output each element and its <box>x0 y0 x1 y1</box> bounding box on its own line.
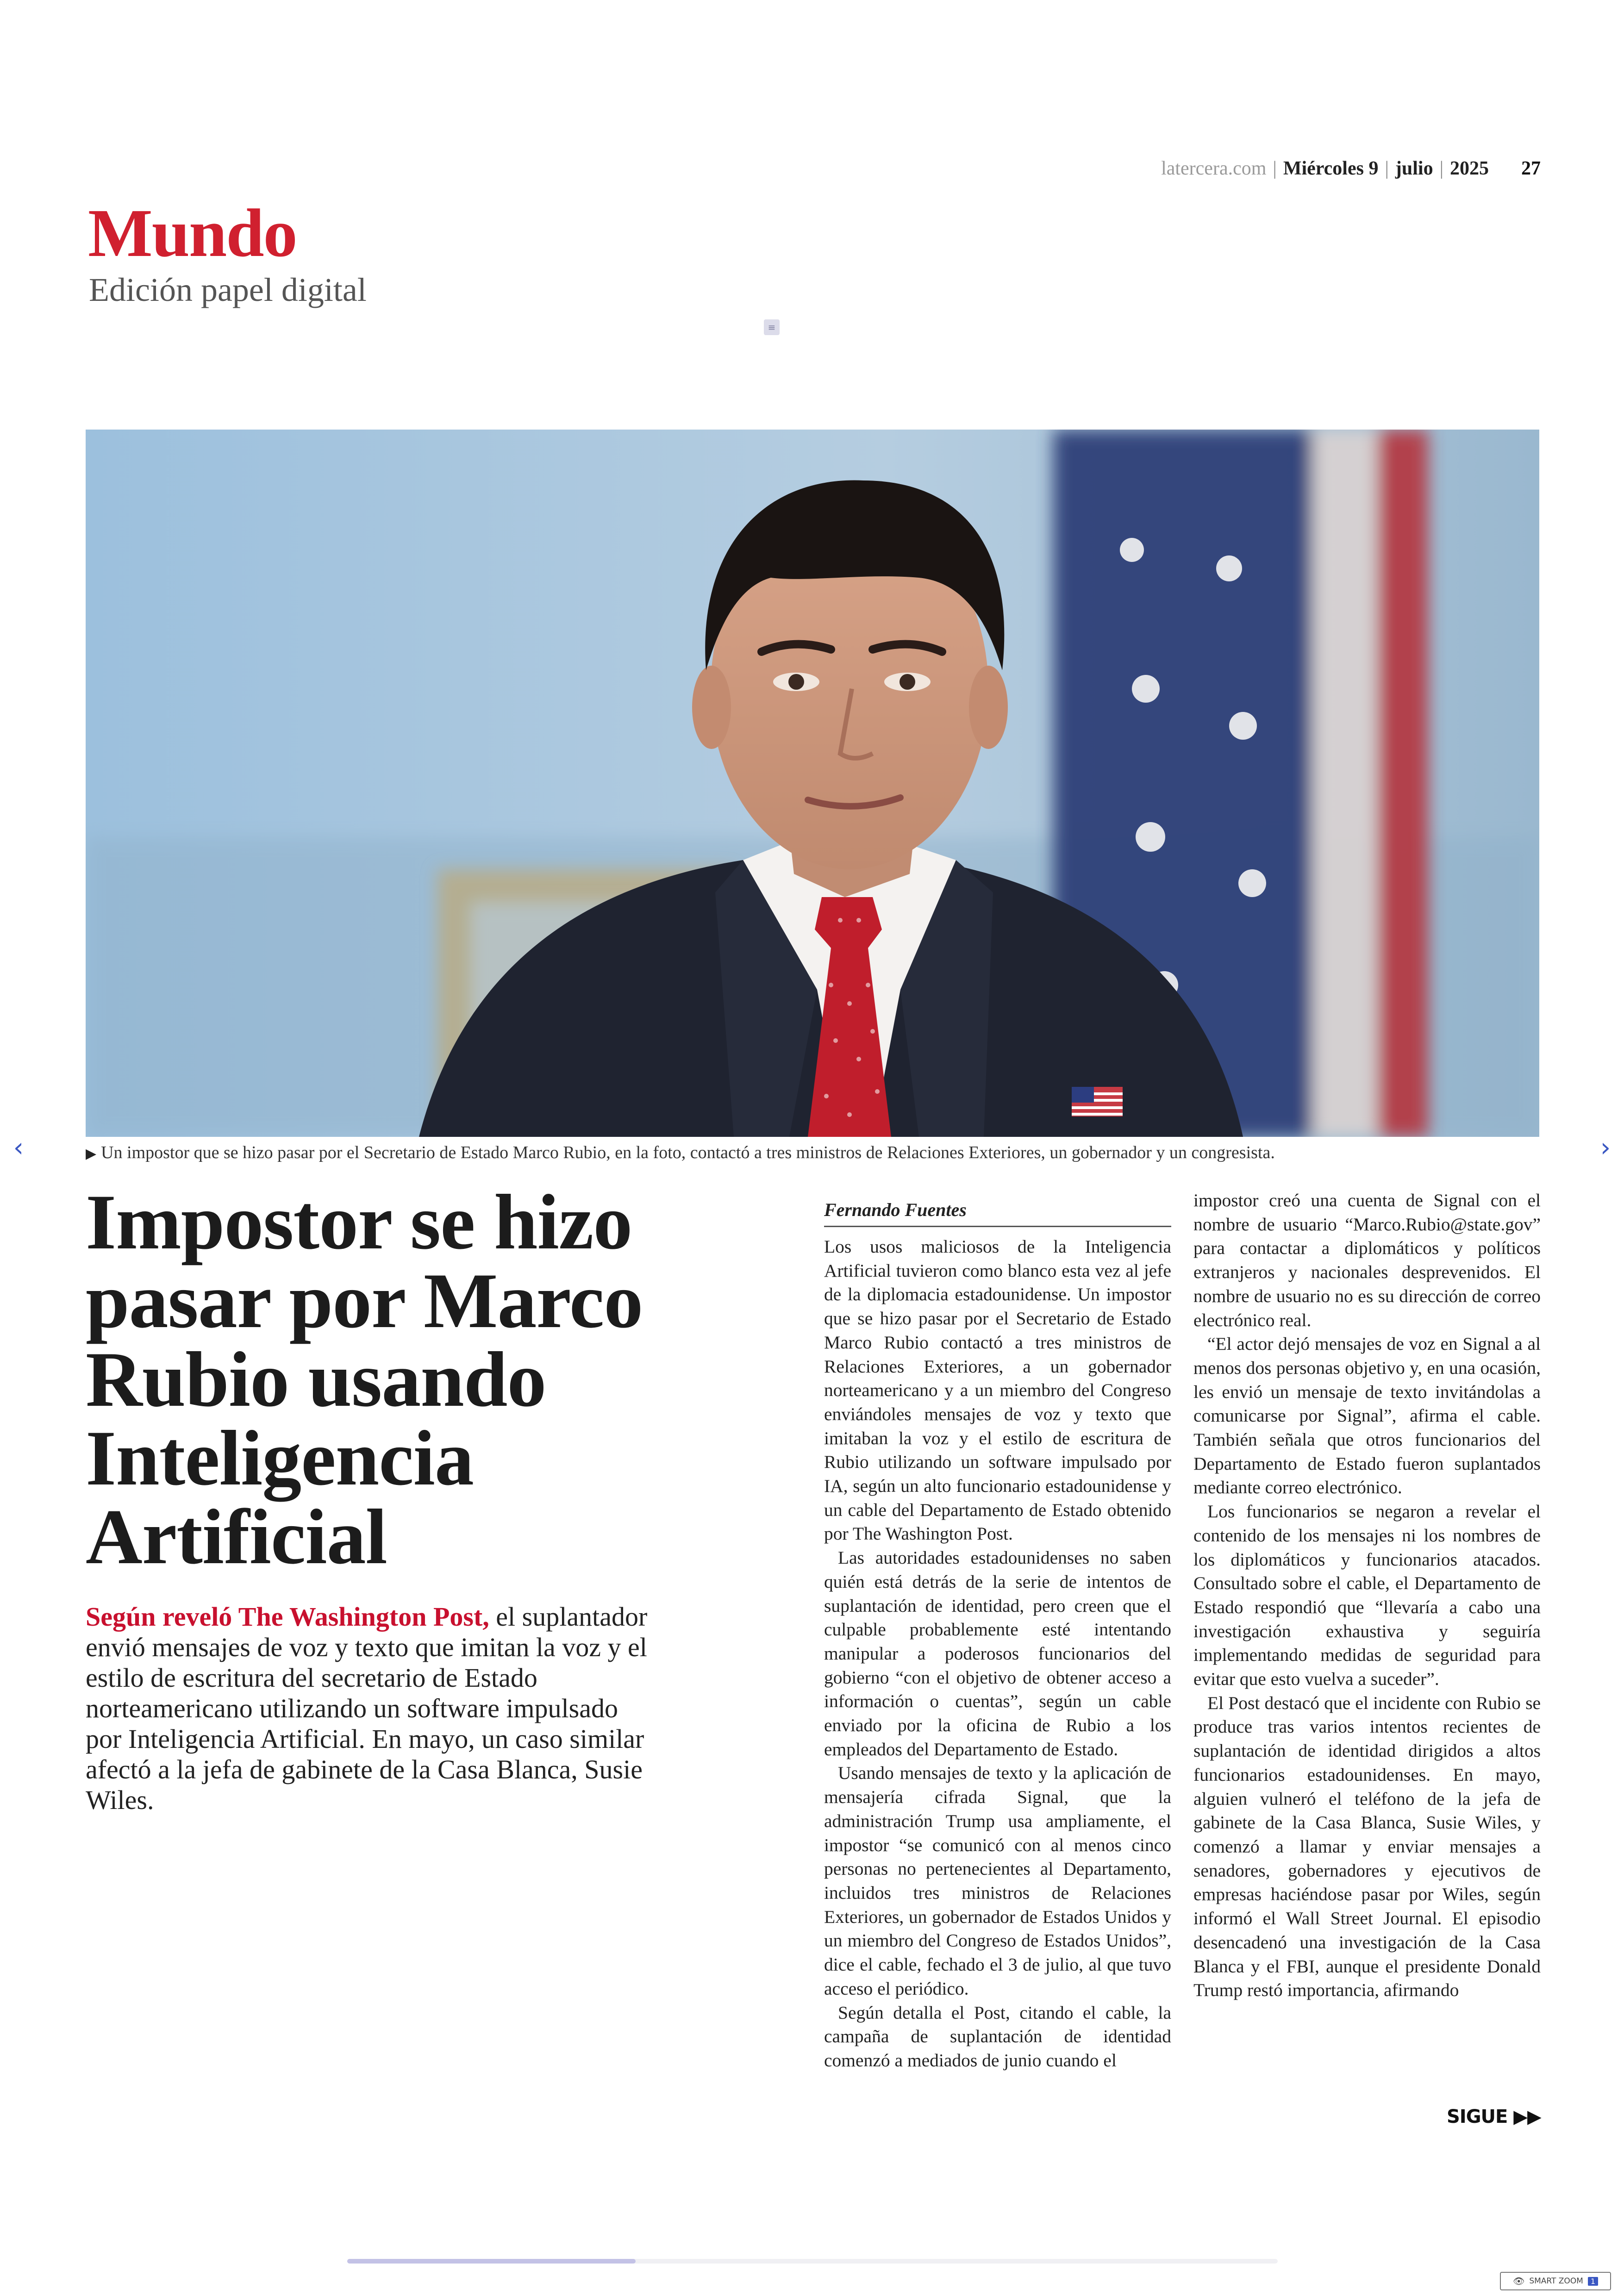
headline-line: Inteligencia <box>86 1415 474 1502</box>
divider: | <box>1273 158 1277 179</box>
article-headline <box>86 1179 725 1580</box>
continue-label: SIGUE ▶▶ <box>1447 2106 1541 2127</box>
smart-zoom-label: SMART ZOOM <box>1529 2276 1583 2286</box>
body-column-2 <box>1193 1189 1541 2002</box>
page-progress-bar[interactable] <box>347 2259 1278 2264</box>
section-subtitle: Edición papel digital <box>89 271 367 308</box>
page-number: 27 <box>1521 158 1541 179</box>
masthead <box>1161 157 1541 180</box>
lede-text: el suplantador envió mensajes de voz y texto que imitan la voz y el estilo de escritura del secretario de Estado norteamericano utilizando un software impulsado por Inteligencia Artificial. En mayo, un caso similar afectó a la jefa de gabinete de la Casa Blanca, Susie Wiles. <box>86 1602 648 1815</box>
headline-line: Artificial <box>86 1493 387 1580</box>
section-title: Mundo <box>88 195 297 271</box>
body-paragraph: El Post destacó que el incidente con Rubio se produce tras varios intentos recientes de suplantación de identidad dirigidos a altos funcionarios estadounidenses. En mayo, alguien vulneró el teléfono de la jefa de gabinete de la Casa Blanca, Susie Wiles, y comenzó a llamar y enviar mensajes a senadores, gobernadores y ejecutivos de empresas haciéndose pasar por Wiles, según informó el Wall Street Journal. El episodio desencadenó una investigación de la Casa Blanca y el FBI, aunque el presidente Donald Trump restó importancia, afirmando <box>1193 1692 1541 2001</box>
article-photo <box>86 430 1539 1137</box>
body-paragraph: impostor creó una cuenta de Signal con el nombre de usuario “Marco.Rubio@state.gov” para contactar a diplomáticos y políticos extranjeros y nacionales desprevenidos. El nombre de usuario no es su dirección de correo electrónico real. <box>1193 1190 1541 1330</box>
caption-arrow-icon: ▶ <box>86 1146 97 1162</box>
divider: | <box>1385 158 1389 179</box>
page-marker-icon[interactable]: ≡ <box>764 319 780 335</box>
chevron-right-icon[interactable]: › <box>1600 1133 1611 1163</box>
page-progress-fill <box>347 2259 636 2264</box>
issue-day: Miércoles 9 <box>1283 158 1379 179</box>
byline: Fernando Fuentes <box>824 1199 1171 1227</box>
body-paragraph: Los usos maliciosos de la Inteligencia Artificial tuvieron como blanco esta vez al jefe de la diplomacia estadounidense. Un impostor que se hizo pasar por el Secretario de Estado Marco Rubio contactó a tres ministros de Relaciones Exteriores, a un gobernador norteamericano y a un miembro del Congreso enviándoles mensajes de voz y texto que imitaban la voz y el estilo de escritura de Rubio utilizando un software impulsado por IA, según un alto funcionario estadounidense y un cable del Departamento de Estado obtenido por The Washington Post. <box>824 1236 1171 1544</box>
site-name: latercera.com <box>1161 158 1267 179</box>
divider: | <box>1439 158 1443 179</box>
issue-year: 2025 <box>1450 158 1489 179</box>
issue-month: julio <box>1395 158 1433 179</box>
headline-line: pasar por Marco <box>86 1257 643 1344</box>
body-paragraph: Los funcionarios se negaron a revelar el contenido de los mensajes ni los nombres de los diplomáticos y funcionarios atacados. Consultado sobre el cable, el Departamento de Estado respondió que “llevaría a cabo una investigación exhaustiva y seguiría implementando medidas de seguridad para evitar que esto vuelva a suceder”. <box>1193 1501 1541 1690</box>
caption-text: Un impostor que se hizo pasar por el Secretario de Estado Marco Rubio, en la foto, contactó a tres ministros de Relaciones Exteriores, un gobernador y un congresista. <box>101 1143 1275 1162</box>
photo-illustration <box>86 430 1539 1137</box>
lede-highlight: Según reveló The Washington Post, <box>86 1602 489 1632</box>
body-paragraph: Según detalla el Post, citando el cable, la campaña de suplantación de identidad comenzó a mediados de junio cuando el <box>824 2002 1171 2070</box>
smart-zoom-button[interactable] <box>1500 2272 1611 2290</box>
headline-line: Rubio usando <box>86 1336 546 1423</box>
eye-icon: 👁 <box>1512 2276 1525 2287</box>
article-lede <box>86 1602 655 1815</box>
photo-caption <box>86 1142 1275 1163</box>
body-paragraph: Las autoridades estadounidenses no saben quién está detrás de la serie de intentos de suplantación de identidad, pero creen que el culpable probablemente esté intentando manipular a poderosos funcionarios del gobierno “con el objetivo de obtener acceso a información o cuentas”, según un cable enviado por la oficina de Rubio a los empleados del Departamento de Estado. <box>824 1547 1171 1759</box>
headline-line: Impostor se hizo <box>86 1179 632 1266</box>
body-paragraph: “El actor dejó mensajes de voz en Signal a al menos dos personas objetivo y, en una ocasión, les envió un mensaje de texto invitándolas a comunicarse por Signal”, afirma el cable. También señala que otros funcionarios del Departamento de Estado fueron suplantados mediante correo electrónico. <box>1193 1334 1541 1498</box>
body-paragraph: Usando mensajes de texto y la aplicación de mensajería cifrada Signal, que la administración Trump usa ampliamente, el impostor “se comunicó con al menos cinco personas no pertenecientes al Departamento, incluidos tres ministros de Relaciones Exteriores, un gobernador de Estados Unidos y un miembro del Congreso de Estados Unidos”, dice el cable, fechado el 3 de julio, al que tuvo acceso el periódico. <box>824 1763 1171 1999</box>
zoom-badge: 1 <box>1588 2277 1598 2286</box>
body-column-1 <box>824 1235 1171 2073</box>
chevron-left-icon[interactable]: ‹ <box>13 1133 24 1163</box>
